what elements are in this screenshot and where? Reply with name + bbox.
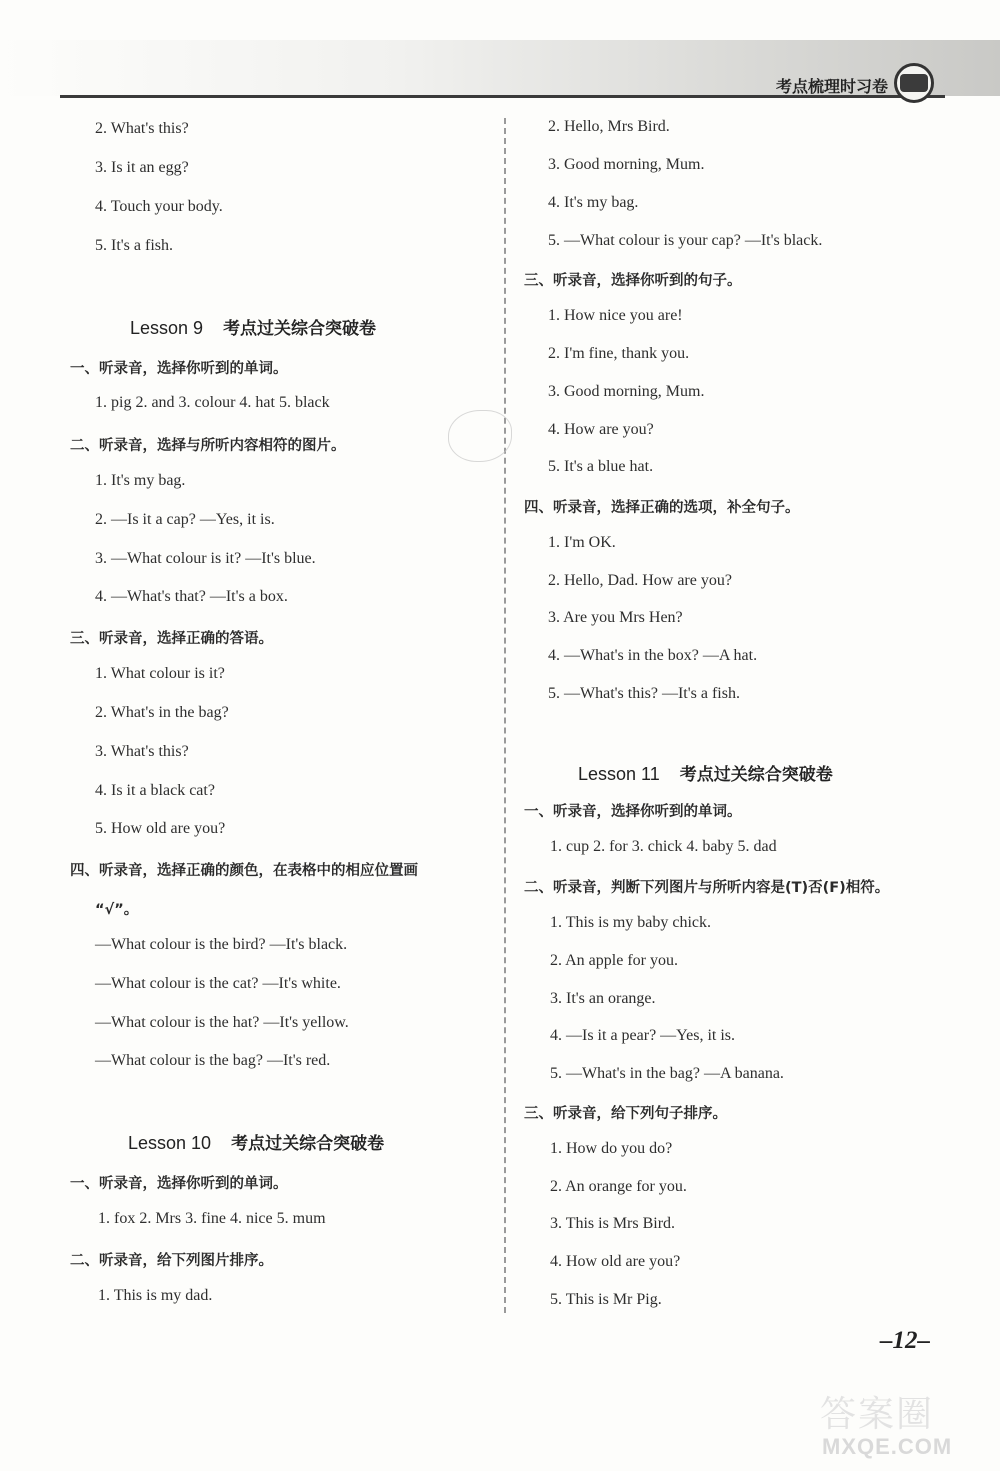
watermark <box>820 1386 970 1466</box>
section-heading: 三、听录音，选择你听到的句子。 <box>524 273 742 289</box>
list-item: 4. Touch your body. <box>95 198 223 215</box>
list-item: 4. —What's that? —It's a box. <box>95 588 288 605</box>
lesson11-heading <box>578 760 833 785</box>
section-heading: 二、听录音，给下列图片排序。 <box>70 1253 273 1269</box>
list-item: 5. —What colour is your cap? —It's black. <box>548 232 823 249</box>
lesson10-title: Lesson 10 <box>128 1133 212 1153</box>
answer-line: 1. fox 2. Mrs 3. fine 4. nice 5. mum <box>98 1210 326 1227</box>
list-item: 1. What colour is it? <box>95 665 225 682</box>
list-item: 2. What's in the bag? <box>95 704 229 721</box>
watermark-logo: 答案圈 <box>820 1394 935 1435</box>
list-item: 2. An apple for you. <box>550 952 678 969</box>
list-item: —What colour is the bag? —It's red. <box>95 1052 331 1069</box>
list-item: 1. How do you do? <box>550 1140 673 1157</box>
list-item: 2. Hello, Mrs Bird. <box>548 118 670 135</box>
answer-line: 1. pig 2. and 3. colour 4. hat 5. black <box>95 394 330 411</box>
list-item: 4. —Is it a pear? —Yes, it is. <box>550 1027 736 1044</box>
section-heading: 一、听录音，选择你听到的单词。 <box>524 804 742 820</box>
stamp-mark <box>448 410 512 462</box>
list-item: 4. —What's in the box? —A hat. <box>548 647 758 664</box>
list-item: 2. What's this? <box>95 120 189 137</box>
answer-line: 1. cup 2. for 3. chick 4. baby 5. dad <box>550 838 777 855</box>
section-heading: 三、听录音，给下列句子排序。 <box>524 1106 727 1122</box>
lesson9-heading <box>130 314 376 339</box>
lesson11-title: Lesson 11 <box>578 764 660 784</box>
lesson9-title: Lesson 9 <box>130 318 204 338</box>
section-heading: 一、听录音，选择你听到的单词。 <box>70 1176 288 1192</box>
list-item: —What colour is the bird? —It's black. <box>95 936 348 953</box>
list-item: 1. It's my bag. <box>95 472 186 489</box>
list-item: 4. It's my bag. <box>548 194 639 211</box>
column-divider <box>504 118 506 1313</box>
list-item: 1. This is my dad. <box>98 1287 213 1304</box>
list-item: 3. Are you Mrs Hen? <box>548 609 683 626</box>
list-item: 1. This is my baby chick. <box>550 914 712 931</box>
list-item: 3. Good morning, Mum. <box>548 383 705 400</box>
list-item: 4. How old are you? <box>550 1253 681 1270</box>
list-item: 1. I'm OK. <box>548 534 616 551</box>
section-heading: 四、听录音，选择正确的选项，补全句子。 <box>524 500 800 516</box>
section-heading: 二、听录音，选择与所听内容相符的图片。 <box>70 438 346 454</box>
section-heading: 四、听录音，选择正确的颜色，在表格中的相应位置画 <box>70 863 418 879</box>
page-number: –12– <box>880 1327 930 1354</box>
list-item: —What colour is the cat? —It's white. <box>95 975 341 992</box>
list-item: 5. It's a fish. <box>95 237 173 254</box>
section-heading-cont: “√”。 <box>95 902 139 918</box>
list-item: 2. I'm fine, thank you. <box>548 345 690 362</box>
list-item: 3. It's an orange. <box>550 990 656 1007</box>
lesson10-subtitle: 考点过关综合突破卷 <box>231 1134 385 1154</box>
lesson11-subtitle: 考点过关综合突破卷 <box>679 765 833 785</box>
list-item: 2. Hello, Dad. How are you? <box>548 572 732 589</box>
logo-icon <box>894 63 934 103</box>
list-item: 3. Is it an egg? <box>95 159 189 176</box>
list-item: 5. —What's this? —It's a fish. <box>548 685 740 702</box>
section-heading: 二、听录音，判断下列图片与所听内容是(T)否(F)相符。 <box>524 880 890 896</box>
lesson10-heading <box>128 1129 384 1154</box>
list-item: 5. How old are you? <box>95 820 226 837</box>
list-item: 5. It's a blue hat. <box>548 458 654 475</box>
list-item: 5. —What's in the bag? —A banana. <box>550 1065 784 1082</box>
lesson9-subtitle: 考点过关综合突破卷 <box>223 319 377 339</box>
list-item: 4. Is it a black cat? <box>95 782 215 799</box>
list-item: 3. This is Mrs Bird. <box>550 1215 676 1232</box>
list-item: 1. How nice you are! <box>548 307 683 324</box>
section-heading: 三、听录音，选择正确的答语。 <box>70 631 273 647</box>
section-heading: 一、听录音，选择你听到的单词。 <box>70 361 288 377</box>
watermark-url: MXQE.COM <box>822 1434 953 1459</box>
list-item: 3. —What colour is it? —It's blue. <box>95 550 316 567</box>
header-title: 考点梳理时习卷 <box>775 77 888 96</box>
list-item: 5. This is Mr Pig. <box>550 1291 662 1308</box>
list-item: —What colour is the hat? —It's yellow. <box>95 1014 349 1031</box>
list-item: 2. —Is it a cap? —Yes, it is. <box>95 511 275 528</box>
list-item: 4. How are you? <box>548 421 654 438</box>
list-item: 3. What's this? <box>95 743 189 760</box>
list-item: 2. An orange for you. <box>550 1178 687 1195</box>
list-item: 3. Good morning, Mum. <box>548 156 705 173</box>
